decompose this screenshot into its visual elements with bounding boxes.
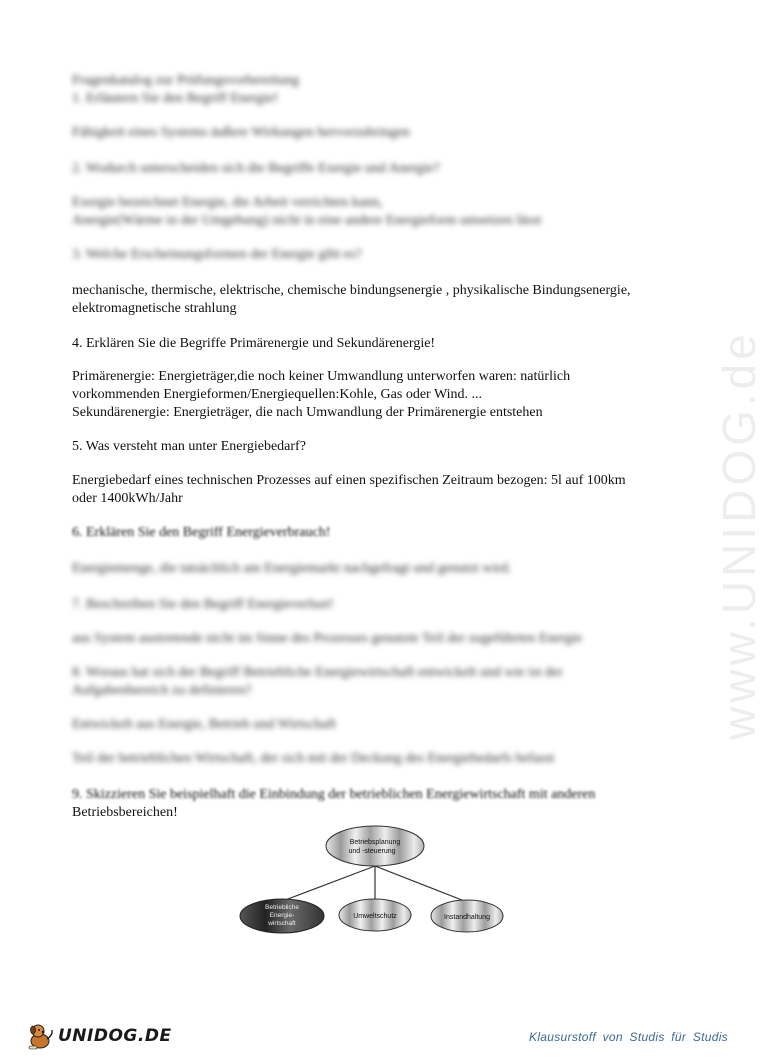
question-9-line-1: 9. Skizzieren Sie beispielhaft die Einbindung der betrieblichen Energiewirtschaft mit anderen: [72, 787, 596, 802]
node-energiewirtschaft-line-2: Energie-: [269, 912, 295, 919]
answer-5-line-1: Energiebedarf eines technischen Prozesses auf einen spezifischen Zeitraum bezogen: 5l auf 100km: [72, 473, 626, 488]
answer-8-line-1: Entwickelt aus Energie, Betrieb und Wirtschaft: [72, 717, 337, 732]
node-umweltschutz-label: Umweltschutz: [353, 913, 397, 920]
answer-3-line-2: elektromagnetische strahlung: [72, 301, 237, 316]
question-4: 4. Erklären Sie die Begriffe Primärenergie und Sekundärenergie!: [72, 336, 436, 351]
question-5: 5. Was versteht man unter Energiebedarf?: [72, 439, 306, 454]
answer-4-line-1: Primärenergie: Energieträger,die noch keiner Umwandlung unterworfen waren: natürlich: [72, 369, 571, 384]
question-1: 1. Erläutern Sie den Begriff Energie!: [72, 91, 279, 106]
answer-5-line-2: oder 1400kWh/Jahr: [72, 491, 183, 506]
question-6: 6. Erklären Sie den Begriff Energieverbrauch!: [72, 525, 331, 540]
answer-3-line-1: mechanische, thermische, elektrische, chemische bindungsenergie , physikalische Bindungsenergie,: [72, 283, 631, 298]
watermark: www.UNIDOG.de: [713, 330, 765, 740]
node-energiewirtschaft-line-3: wirtschaft: [268, 920, 296, 927]
answer-4-line-3: Sekundärenergie: Energieträger, die nach Umwandlung der Primärenergie entstehen: [72, 405, 543, 420]
question-8-line-1: 8. Woraus hat sich der Begriff Betriebliche Energiewirtschaft entwickelt und wie ist der: [72, 665, 563, 680]
question-3: 3. Welche Erscheinungsformen der Energie gibt es?: [72, 247, 362, 262]
node-energiewirtschaft-line-1: Betriebliche: [265, 904, 299, 911]
connector-left: [280, 866, 375, 902]
connector-right: [375, 866, 467, 902]
node-betriebsplanung-line-2: und -steuerung: [348, 848, 396, 855]
question-7: 7. Beschreiben Sie den Begriff Energieverlust!: [72, 597, 334, 612]
answer-7: aus System austretende nicht im Sinne des Prozesses genutzte Teil der zugeführten Energie: [72, 631, 583, 646]
question-2: 2. Wodurch unterscheiden sich die Begriffe Exergie und Anergie?: [72, 161, 440, 176]
answer-4-line-2: vorkommenden Energieformen/Energiequellen:Kohle, Gas oder Wind. ...: [72, 387, 482, 402]
footer-tagline: Klausurstoff von Studis für Studis: [529, 1030, 728, 1044]
node-betriebsplanung-line-1: Betriebsplanung: [349, 839, 401, 846]
document-title: Fragenkatalog zur Prüfungsvorbereitung: [72, 73, 300, 88]
answer-2-line-1: Exergie bezeichnet Energie, die Arbeit verrichten kann,: [72, 195, 383, 210]
logo-text: UNIDOG.DE: [58, 1026, 172, 1046]
answer-2-line-2: Anergie(Wärme in der Umgebung) nicht in eine andere Energieform umsetzen lässt: [72, 213, 542, 228]
node-energiewirtschaft: [240, 899, 324, 933]
dog-icon: [26, 1021, 56, 1051]
answer-8-line-2: Teil der betrieblichen Wirtschaft, der sich mit der Deckung des Energiebedarfs befasst: [72, 751, 555, 766]
node-umweltschutz: [339, 899, 411, 931]
node-instandhaltung: [431, 900, 503, 932]
question-8-line-2: Aufgabenbereich zu definieren?: [72, 683, 252, 698]
answer-1: Fähigkeit eines Systems äußere Wirkungen hervorzubringen: [72, 125, 410, 140]
business-areas-diagram: [230, 824, 520, 944]
node-instandhaltung-label: Instandhaltung: [444, 914, 490, 921]
question-9-line-2: Betriebsbereichen!: [72, 805, 178, 820]
answer-6: Energiemenge, die tatsächlich am Energiemarkt nachgefragt und genutzt wird.: [72, 561, 512, 576]
unidog-logo: [26, 1020, 172, 1052]
node-betriebsplanung: [326, 826, 424, 866]
